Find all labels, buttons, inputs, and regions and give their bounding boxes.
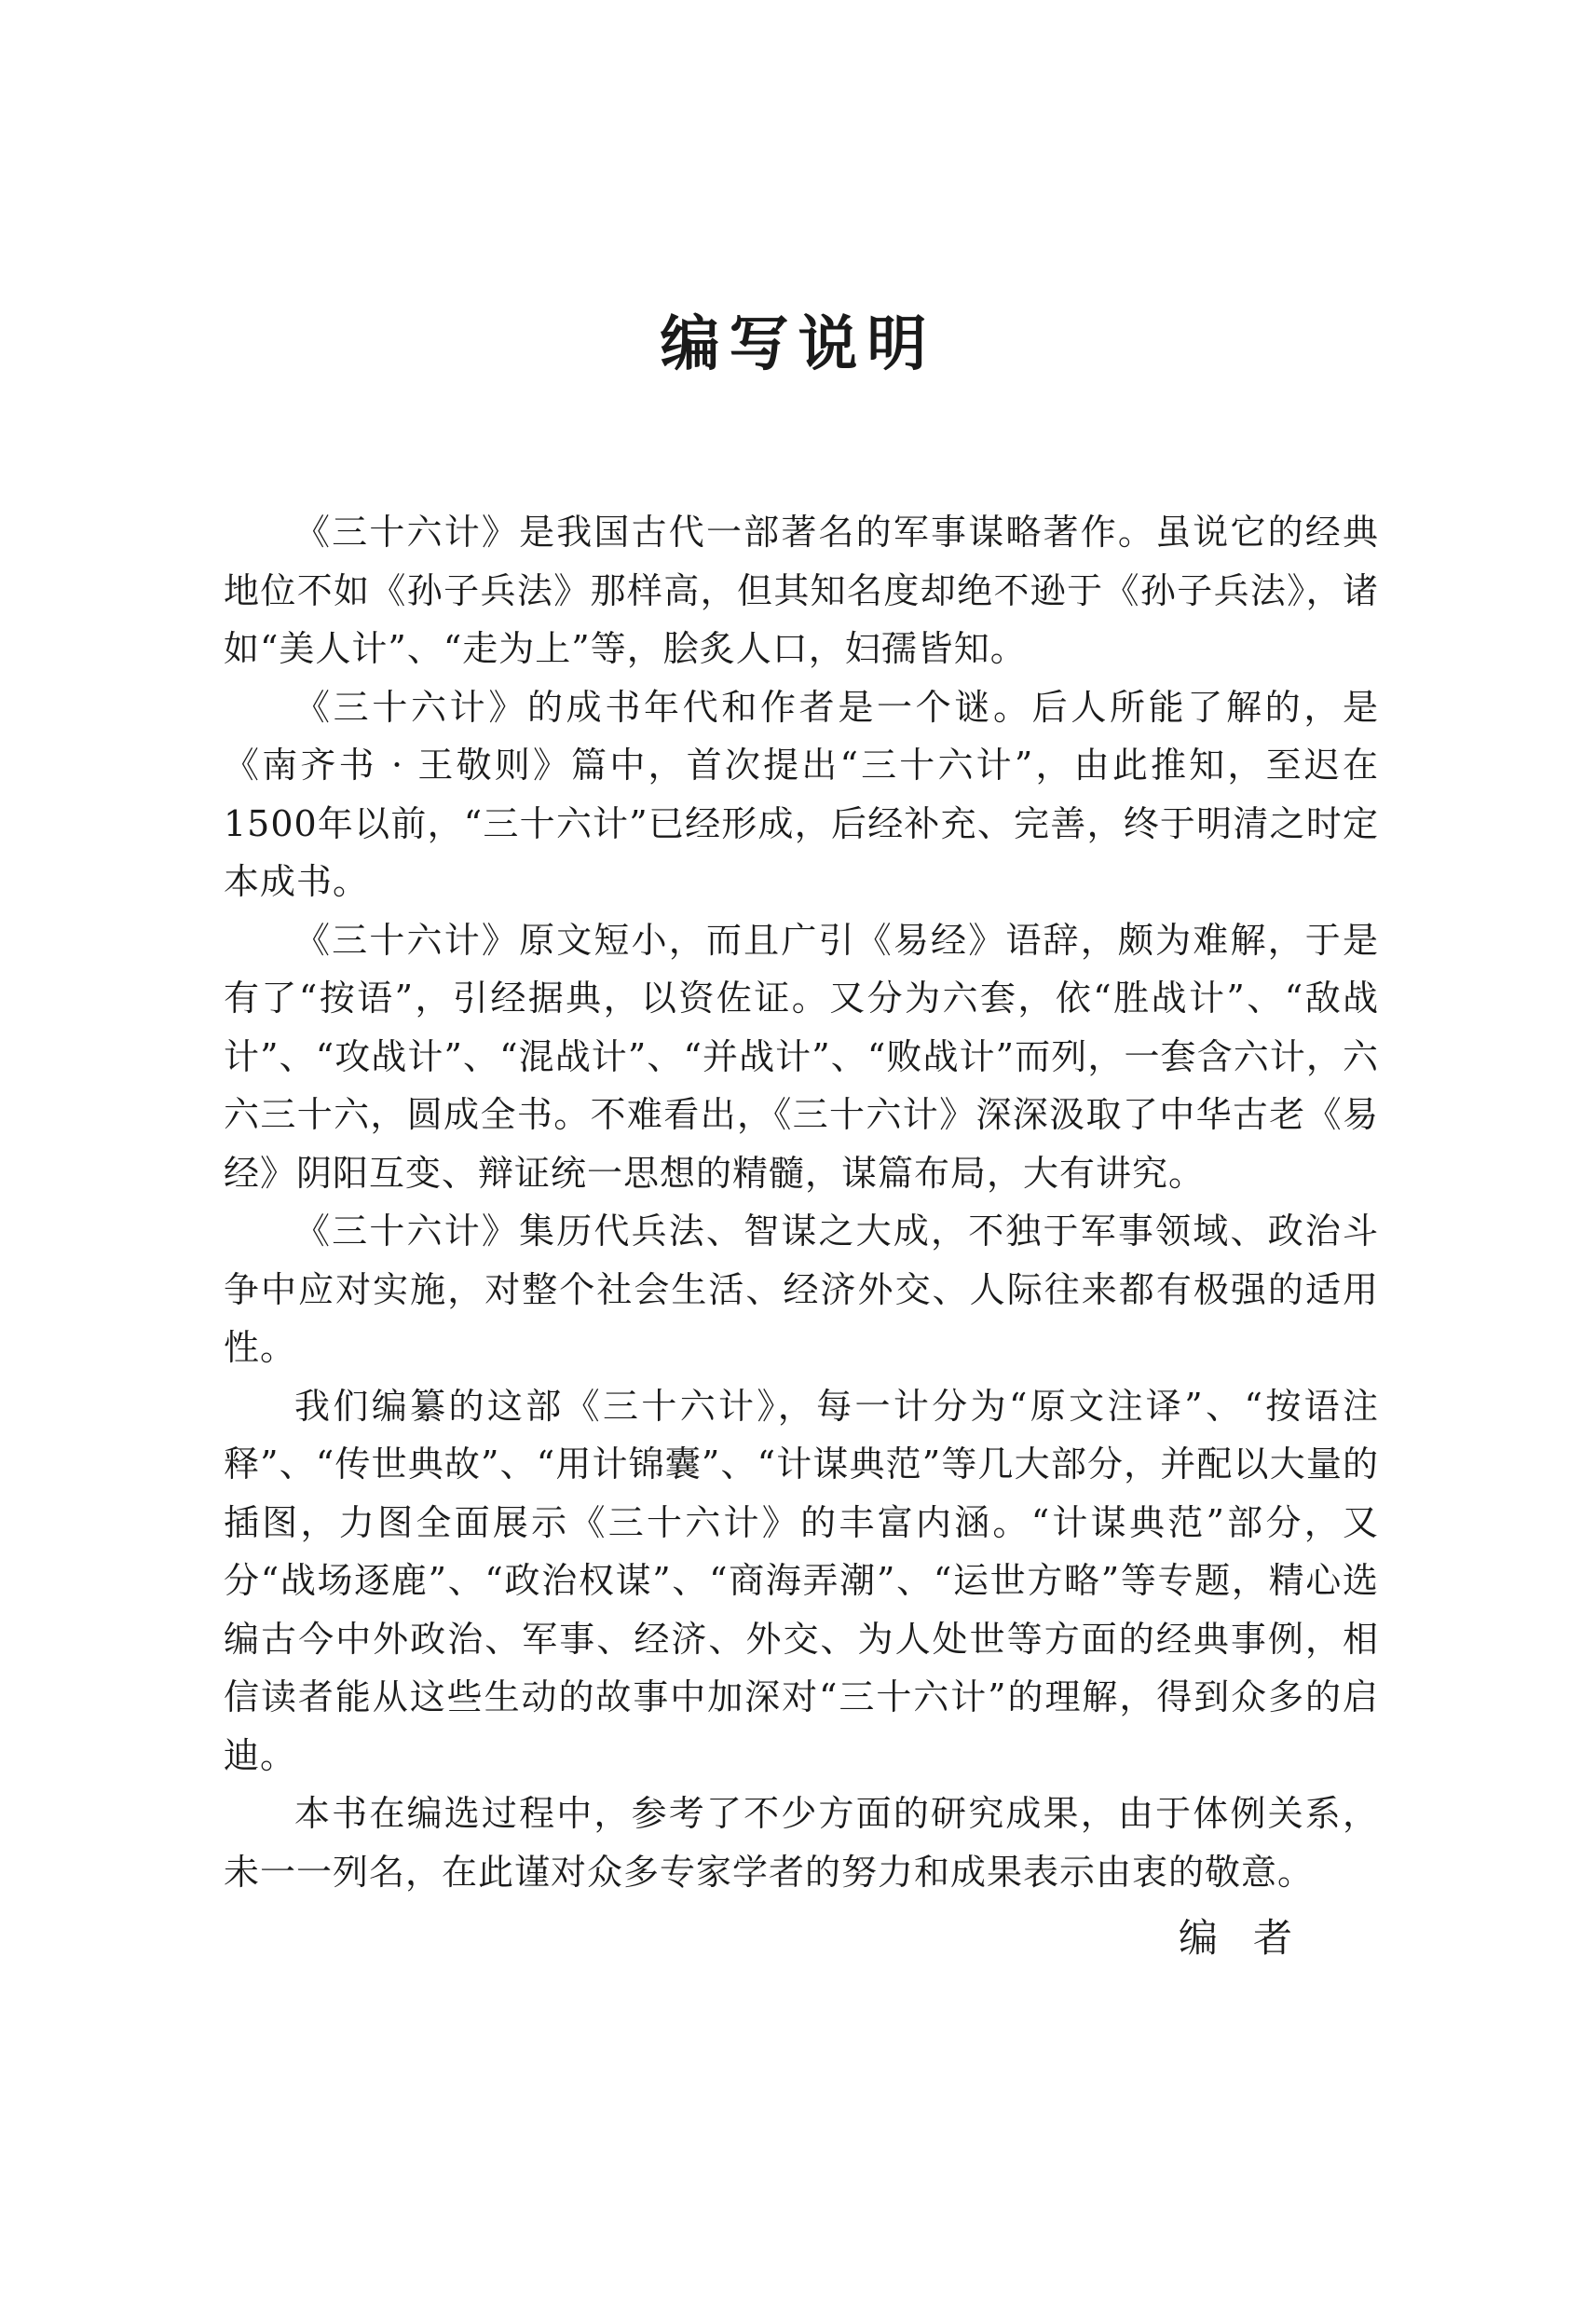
paragraph-2: 《三十六计》的成书年代和作者是一个谜。后人所能了解的，是《南齐书 · 王敬则》篇中，首次提出“三十六计”，由此推知，至迟在1500年以前，“三十六计”已经形成，后经补充、完善，终于明清之时定本成书。 bbox=[224, 686, 1379, 902]
paragraph-6: 本书在编选过程中，参考了不少方面的研究成果，由于体例关系，未一一列名，在此谨对众多专家学者的努力和成果表示由衷的敬意。 bbox=[224, 1793, 1379, 1893]
paragraph-4: 《三十六计》集历代兵法、智谋之大成，不独于军事领域、政治斗争中应对实施，对整个社会生活、经济外交、人际往来都有极强的适用性。 bbox=[224, 1211, 1379, 1368]
paragraph-5: 我们编纂的这部《三十六计》，每一计分为“原文注译”、“按语注释”、“传世典故”、“用计锦囊”、“计谋典范”等几大部分，并配以大量的插图，力图全面展示《三十六计》的丰富内涵。“计谋典范”部分，又分“战场逐鹿”、“政治权谋”、“商海弄潮”、“运世方略”等专题，精心选编古今中外政治、军事、经济、外交、为人处世等方面的经典事例，相信读者能从这些生动的故事中加深对“三十六计”的理解，得到众多的启迪。 bbox=[224, 1385, 1379, 1776]
paragraph-1: 《三十六计》是我国古代一部著名的军事谋略著作。虽说它的经典地位不如《孙子兵法》那样高，但其知名度却绝不逊于《孙子兵法》，诸如“美人计”、“走为上”等，脍炙人口，妇孺皆知。 bbox=[224, 512, 1379, 669]
paragraph-3: 《三十六计》原文短小，而且广引《易经》语辞，颇为难解，于是有了“按语”，引经据典，以资佐证。又分为六套，依“胜战计”、“敌战计”、“攻战计”、“混战计”、“并战计”、“败战计”而列，一套含六计，六六三十六，圆成全书。不难看出，《三十六计》深深汲取了中华古老《易经》阴阳互变、辩证统一思想的精髓，谋篇布局，大有讲究。 bbox=[224, 919, 1379, 1194]
author-signature: 编者 bbox=[1179, 1915, 1329, 1961]
page-title: 编写说明 bbox=[660, 310, 936, 379]
body-text bbox=[224, 503, 1379, 1901]
